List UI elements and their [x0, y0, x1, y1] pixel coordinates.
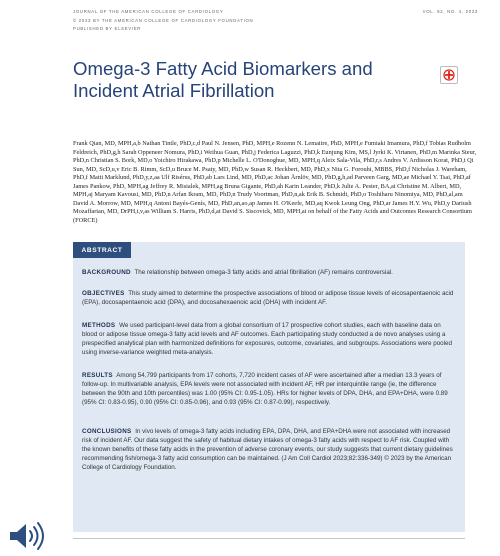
copyright-line: © 2023 BY THE AMERICAN COLLEGE OF CARDIOLOGY FOUNDATION	[73, 17, 254, 23]
section-heading: RESULTS	[82, 372, 113, 379]
section-heading: CONCLUSIONS	[82, 428, 132, 435]
abstract-conclusions	[82, 428, 457, 473]
section-heading: METHODS	[82, 322, 116, 329]
article-title: Omega-3 Fatty Acid Biomarkers and Incident Atrial Fibrillation	[73, 58, 373, 101]
crossmark-icon[interactable]	[440, 66, 458, 84]
section-text: Among 54,799 participants from 17 cohorts, 7,720 incident cases of AF were ascertained after a median 13.3 years of follow-up. In multivariable analysis, EPA levels were not associated with incident AF, HR per interquintile range (ie, the difference between the 90th and 10th percentiles) was 1.00 (95% CI: 0.95-1.05). HRs for higher levels of DPA, DHA, and EPA+DHA, were 0.89 (95% CI: 0.83-0.95), 0.90 (95% CI: 0.85-0.96), and 0.93 (95% CI: 0.87-0.99), respectively.	[82, 372, 448, 406]
abstract-objectives	[82, 290, 457, 308]
section-text: The relationship between omega-3 fatty acids and atrial fibrillation (AF) remains controversial.	[134, 269, 393, 276]
section-heading: OBJECTIVES	[82, 290, 125, 297]
abstract-background	[82, 269, 457, 278]
audio-speaker-graphic	[8, 521, 50, 551]
section-text: This study aimed to determine the prospective associations of blood or adipose tissue levels of eicosapentaenoic acid (EPA), docosapentaenoic acid (DPA), and docosahexaenoic acid (DHA) with incident AF.	[82, 290, 454, 306]
section-heading: BACKGROUND	[82, 269, 131, 276]
audio-speaker-icon[interactable]	[8, 521, 50, 551]
crossmark-graphic	[443, 69, 455, 81]
abstract-panel	[73, 242, 465, 532]
journal-volume: VOL. 82, NO. 4, 2023	[422, 9, 478, 14]
section-text: We used participant-level data from a global consortium of 17 prospective cohort studies, each with baseline data on blood or adipose tissue omega-3 fatty acid levels and AF outcomes. Each participating study conducted a de novo analyses using a prespecified analytical plan with harmonized definitions for exposures, outcome, covariates, and subgroups. Associations were pooled using inverse-variance weighted meta-analysis.	[82, 322, 453, 356]
author-list: Frank Qian, MD, MPH,a,b Nathan Tintle, PhD,c,d Paul N. Jensen, PhD, MPH,e Rozenn N. Lemaitre, PhD, MPH,e Fumiaki Imamura, PhD,f Tobias Rudholm Feldreich, PhD,g,h Sarah Oppeneer Nomura, PhD,i Weihua Guan, PhD,j Federica Laguzzi, PhD,k Eunjung Kim, MS,l Jyrki K. Virtanen, PhD,m Marinka Steur, PhD,n Christian S. Bork, MD,o Yoichiro Hirakawa, PhD,p Michelle L. O'Donoghue, MD, MPH,q Aleix Sala-Vila, PhD,r,s Andres V. Ardisson Korat, PhD,t Qi Sun, MD, ScD,u,v Eric B. Rimm, ScD,u Bruce M. Psaty, MD, PhD,w Susan R. Heckbert, MD, PhD,x Nita G. Forouhi, MBBS, PhD,f Nicholas J. Wareham, PhD,f Matti Marklund, PhD,y,z,aa Ulf Risérus, PhD,ab Lars Lind, MD, PhD,ac Johan Ärnlöv, MD, PhD,g,h,ad Parveen Garg, MD,ae Michael Y. Tsai, PhD,af James Pankow, PhD, MPH,ag Jeffrey R. Misialek, MPH,ag Bruna Gigante, PhD,ah Karin Leander, PhD,k Julie A. Pester, BA,ai Christine M. Albert, MD, MPH,aj Maryam Kavousi, MD, PhD,n Arfan Ikram, MD, PhD,n Trudy Voortman, PhD,n,ak Erik B. Schmidt, PhD,o Toshiharu Ninomiya, MD, PhD,al,am David A. Morrow, MD, MPH,q Antoni Bayés-Genís, MD, PhD,an,ao,ap James H. O'Keefe, MD,aq Kwok Leung Ong, PhD,ar James H.Y. Wu, PhD,y Dariush Mozaffarian, MD, DrPH,t,v,as William S. Harris, PhD,d,at David S. Siscovick, MD, MPH,ai on behalf of the Fatty Acids and Outcomes Research Consortium (FORCE)	[73, 140, 477, 224]
abstract-label: ABSTRACT	[73, 242, 131, 258]
journal-name: JOURNAL OF THE AMERICAN COLLEGE OF CARDIOLOGY	[73, 9, 224, 14]
publisher-line: PUBLISHED BY ELSEVIER	[73, 26, 142, 32]
section-text: In vivo levels of omega-3 fatty acids including EPA, DPA, DHA, and EPA+DHA were not associated with increased risk of incident AF. Our data suggest the safety of habitual dietary intakes of omega-3 fatty acids with respect to AF risk. Coupled with the known benefits of these fatty acids in the prevention of adverse coronary events, our study suggests that current dietary guidelines recommending fish/omega-3 fatty acid consumption can be maintained. (J Am Coll Cardiol 2023;82:336-349) © 2023 by the American College of Cardiology Foundation.	[82, 428, 453, 471]
abstract-results	[82, 372, 457, 408]
footer-divider	[73, 538, 465, 539]
abstract-methods	[82, 322, 457, 358]
journal-header	[73, 8, 478, 34]
